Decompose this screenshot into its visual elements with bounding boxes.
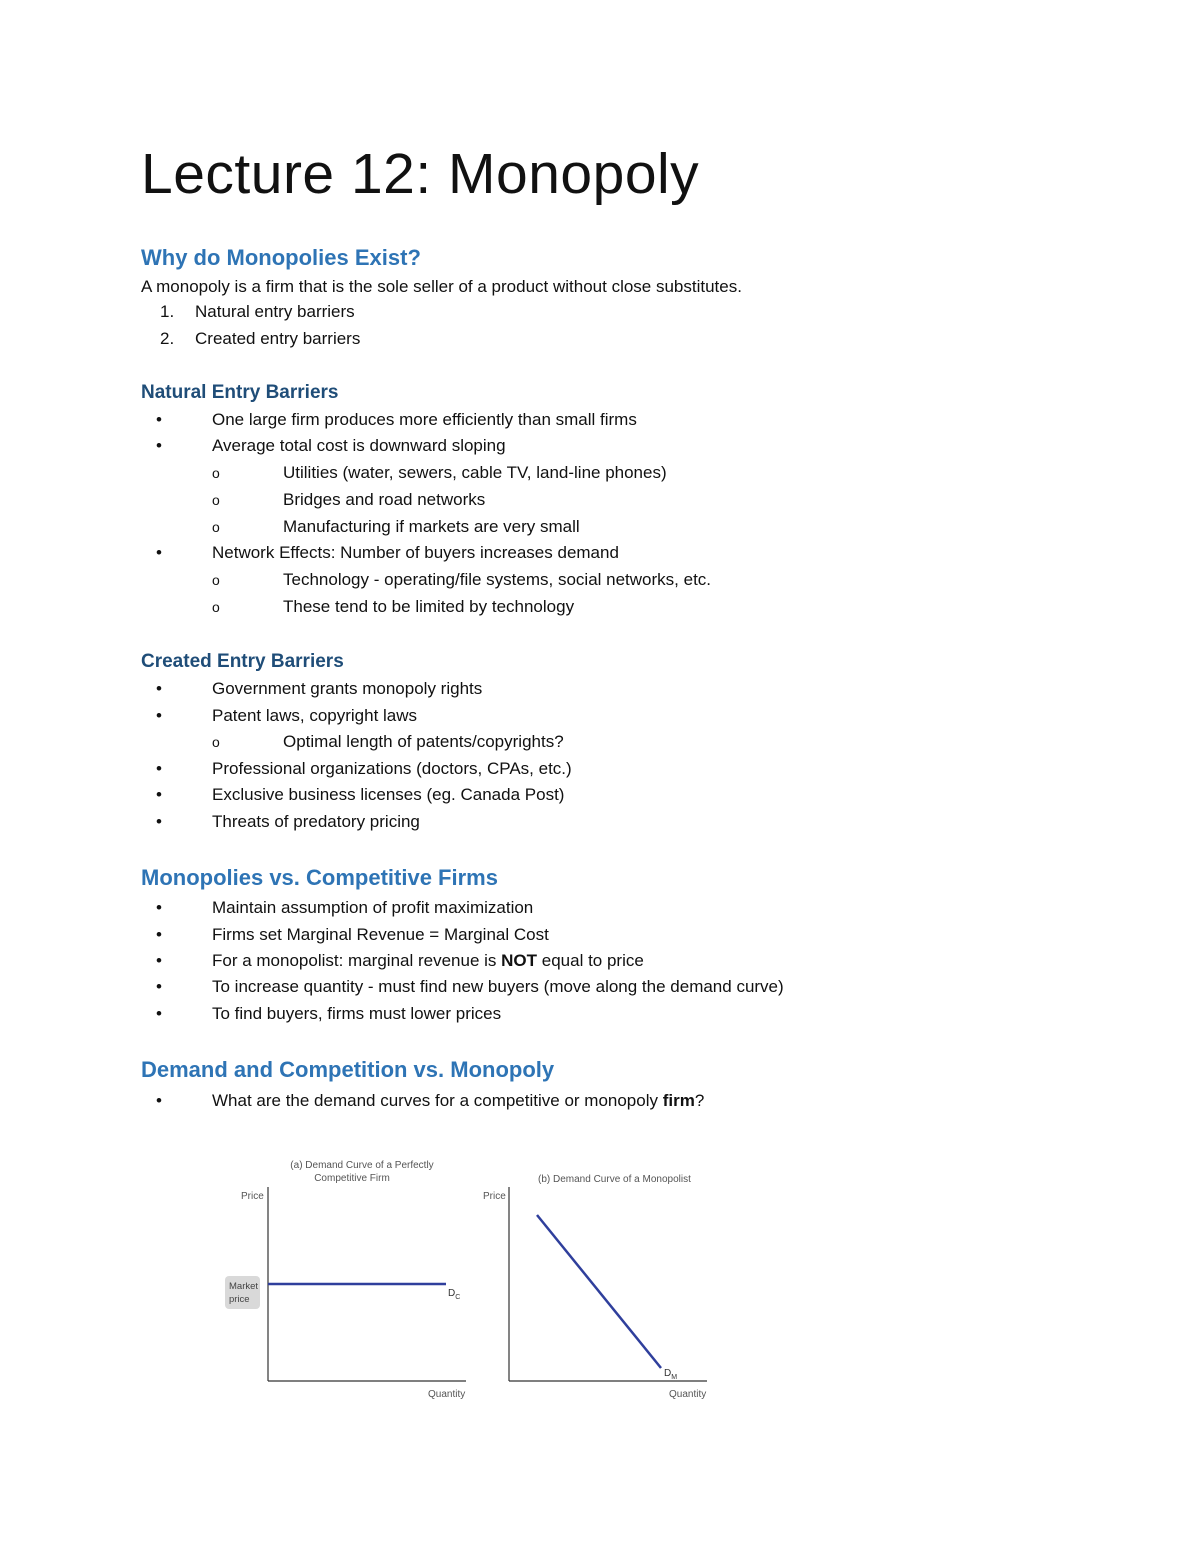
sub-list-item: Technology - operating/file systems, social networks, etc. [283, 570, 712, 589]
list-item-text: ? [694, 1091, 705, 1110]
y-axis-label: Price [483, 1191, 506, 1202]
list-item: Created entry barriers [195, 329, 361, 348]
bullet-icon: • [156, 410, 162, 429]
list-item: Government grants monopoly rights [212, 679, 483, 698]
list-item-text: What are the demand curves for a competitive or monopoly [212, 1091, 663, 1110]
bullet-icon: • [156, 785, 162, 804]
bullet-icon: • [156, 679, 162, 698]
bullet-icon: • [156, 977, 162, 996]
heading-demand-competition: Demand and Competition vs. Monopoly [141, 1057, 555, 1082]
bullet-icon: • [156, 898, 162, 917]
x-axis-label: Quantity [428, 1389, 466, 1400]
sub-bullet-icon: o [212, 734, 220, 750]
bullet-icon: • [156, 543, 162, 562]
heading-created-barriers: Created Entry Barriers [141, 651, 344, 672]
curve-label [664, 1368, 677, 1381]
sub-list-item: Manufacturing if markets are very small [283, 517, 580, 536]
list-marker: 1. [160, 302, 175, 321]
page-title: Lecture 12: Monopoly [141, 142, 700, 206]
heading-natural-barriers: Natural Entry Barriers [141, 382, 339, 403]
list-item: Network Effects: Number of buyers increases demand [212, 543, 619, 562]
chart-monopoly [483, 1174, 707, 1400]
list-item: To increase quantity - must find new buyers (move along the demand curve) [212, 977, 784, 996]
bullet-icon: • [156, 951, 162, 970]
list-item: Natural entry barriers [195, 302, 355, 321]
x-axis-label: Quantity [669, 1389, 707, 1400]
sub-bullet-icon: o [212, 492, 220, 508]
sub-bullet-icon: o [212, 572, 220, 588]
list-item: Patent laws, copyright laws [212, 706, 418, 725]
y-axis-label: Price [241, 1191, 264, 1202]
curve-label-sub: C [455, 1294, 461, 1301]
sub-list-item: Utilities (water, sewers, cable TV, land-line phones) [283, 463, 667, 482]
emphasis-text: NOT [501, 951, 538, 970]
curve-label-sub: M [671, 1374, 678, 1381]
bullet-icon: • [156, 436, 162, 455]
curve-label-main: D [664, 1368, 672, 1379]
sub-bullet-icon: o [212, 519, 220, 535]
chart-title-line: (a) Demand Curve of a Perfectly [290, 1160, 434, 1171]
list-item: Threats of predatory pricing [212, 812, 420, 831]
market-price-label: price [229, 1294, 250, 1305]
heading-monopolies-vs-competitive: Monopolies vs. Competitive Firms [141, 865, 498, 890]
sub-bullet-icon: o [212, 465, 220, 481]
sub-bullet-icon: o [212, 599, 220, 615]
bullet-icon: • [156, 925, 162, 944]
list-item: Maintain assumption of profit maximization [212, 898, 534, 917]
list-item: Average total cost is downward sloping [212, 436, 506, 455]
market-price-label: Market [229, 1281, 259, 1292]
bullet-icon: • [156, 812, 162, 831]
sub-list-item: These tend to be limited by technology [283, 597, 575, 616]
list-marker: 2. [160, 329, 175, 348]
list-item: To find buyers, firms must lower prices [212, 1004, 502, 1023]
list-item: One large firm produces more efficiently than small firms [212, 410, 637, 429]
list-item: Professional organizations (doctors, CPAs, etc.) [212, 759, 572, 778]
chart-title-line: (b) Demand Curve of a Monopolist [538, 1174, 691, 1185]
bullet-icon: • [156, 1004, 162, 1023]
list-item-text: equal to price [537, 951, 644, 970]
chart-competitive [225, 1160, 466, 1400]
list-item: Firms set Marginal Revenue = Marginal Cost [212, 925, 549, 944]
curve-label-main: D [448, 1288, 456, 1299]
bullet-icon: • [156, 1091, 162, 1110]
demand-curve-monopoly [537, 1215, 661, 1368]
sub-list-item: Bridges and road networks [283, 490, 486, 509]
curve-label [448, 1288, 460, 1301]
heading-why-monopolies: Why do Monopolies Exist? [141, 245, 421, 270]
bullet-icon: • [156, 759, 162, 778]
sub-list-item: Optimal length of patents/copyrights? [283, 732, 564, 751]
list-item: Exclusive business licenses (eg. Canada Post) [212, 785, 565, 804]
bullet-icon: • [156, 706, 162, 725]
emphasis-text: firm [662, 1091, 695, 1110]
chart-title-line: Competitive Firm [314, 1173, 390, 1184]
monopoly-definition: A monopoly is a firm that is the sole seller of a product without close substitutes. [141, 277, 742, 296]
list-item-text: For a monopolist: marginal revenue is [212, 951, 502, 970]
